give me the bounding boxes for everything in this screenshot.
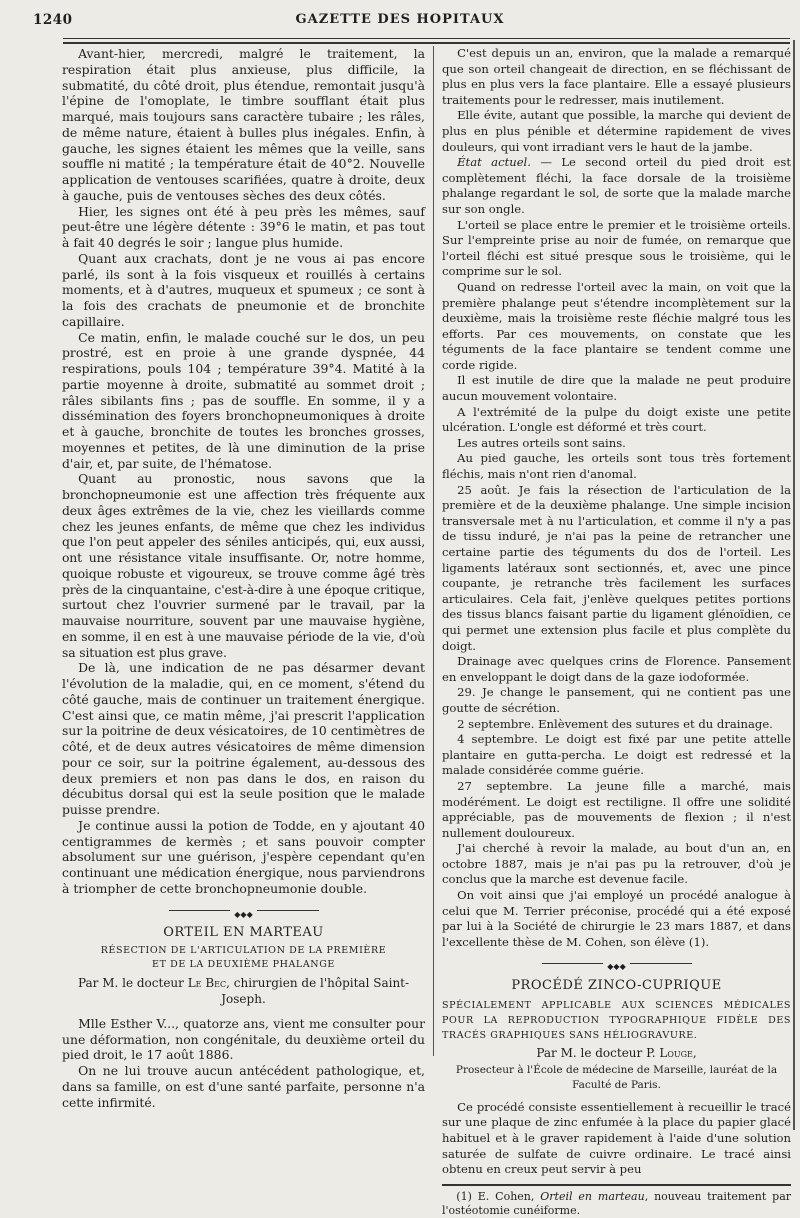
page-number: 1240 [33, 12, 73, 28]
footnote-rule [442, 1184, 791, 1186]
paragraph: État actuel. — Le second orteil du pied droit est complètement fléchi, la face dorsale de la troisième phalange regardant le sol, de sorte que la malade marche sur son ongle. [442, 155, 791, 216]
paragraph: C'est depuis un an, environ, que la malade a remarqué que son orteil changeait de direction, en se fléchissant de plus en plus vers la face plantaire. Elle a essayé plusieurs traitements pour le redresser, mais inutilement. [442, 46, 791, 107]
paragraph: Quant aux crachats, dont je ne vous ai pas encore parlé, ils sont à la fois visqueux et rouillés à certains moments, et à d'autres, muqueux et spumeux ; ce sont à la fois des crachats de pneumonie et de bronchite capillaire. [62, 250, 425, 329]
header-rule-thick [63, 42, 790, 44]
paragraph: Ce matin, enfin, le malade couché sur le dos, un peu prostré, est en proie à une grande dyspnée, 44 respirations, pouls 104 ; température 39°4. Matité à la partie moyenne à droite, submatité au sommet droit ; râles sibilants fins ; pas de souffle. En somme, il y a dissémination des foyers bronchopneumoniques à droite et à gauche, bronchite de toutes les bronches grosses, moyennes et petites, de là une diminution de la prise d'air, et, par suite, de l'hématose. [62, 329, 425, 471]
paragraph: 4 septembre. Le doigt est fixé par une petite attelle plantaire en gutta-percha. Le doigt est redressé et la malade considérée comme guérie. [442, 732, 791, 778]
section-title: PROCÉDÉ ZINCO-CUPRIQUE [511, 978, 722, 994]
section-separator: ◆◆◆ [62, 905, 425, 915]
section-separator: ◆◆◆ [442, 958, 791, 968]
header-rule [63, 38, 790, 39]
paragraph: Drainage avec quelques crins de Florence. Pansement en enveloppant le doigt dans de la gaze iodoformée. [442, 654, 791, 684]
paragraph: 25 août. Je fais la résection de l'articulation de la première et de la deuxième phalange. Une simple incision transversale met à nu l'articulation, et comme il n'y a pas de tissu induré, je n'ai pas la peine de retrancher une certaine partie des téguments du dos de l'orteil. Les ligaments latéraux sont sectionnés, et, avec une pince coupante, je retranche très facilement les surfaces articulaires. Cela fait, j'enlève quelques petites portions des tissus blancs faisant partie du ligament glénoïdien, ce qui permet une extension plus facile et plus complète du doigt. [442, 482, 791, 653]
page-edge-line [793, 40, 795, 1130]
left-column [62, 46, 425, 1110]
paragraph: Elle évite, autant que possible, la marche qui devient de plus en plus pénible et détermine rapidement de vives douleurs, qui vont irradiant vers le haut de la jambe. [442, 108, 791, 154]
column-divider [433, 46, 434, 1056]
author-affiliation: Prosecteur à l'École de médecine de Marseille, lauréat de la Faculté de Paris. [455, 1063, 778, 1092]
paragraph: Au pied gauche, les orteils sont tous très fortement fléchis, mais n'ont rien d'anomal. [442, 451, 791, 482]
journal-title: GAZETTE DES HOPITAUX [295, 12, 505, 27]
paragraph: A l'extrémité de la pulpe du doigt existe une petite ulcération. L'ongle est déformé et très court. [442, 404, 791, 435]
section-subtitle: ET DE LA DEUXIÈME PHALANGE [152, 959, 335, 971]
paragraph: Quant au pronostic, nous savons que la bronchopneumonie est une affection très fréquente aux deux âges extrêmes de la vie, chez les vieillards comme chez les jeunes enfants, de même que chez les individus que l'on peut appeler des séniles anticipés, qui, eux aussi, ont une résistance vitale insuffisante. Or, notre homme, quoique robuste et vigoureux, se trouve comme âgé très près de la cinquantaine, c'est-à-dire à une époque critique, surtout chez l'ouvrier surmené par le travail, par la mauvaise nourriture, souvent par une mauvaise hygiène, en somme, il en est à une mauvaise période de la vie, d'où sa situation est plus grave. [62, 471, 425, 660]
paragraph: Il est inutile de dire que la malade ne peut produire aucun mouvement volontaire. [442, 373, 791, 404]
paragraph: Les autres orteils sont sains. [457, 435, 626, 450]
paragraph: Avant-hier, mercredi, malgré le traitement, la respiration était plus anxieuse, plus difficile, la submatité, du côté droit, plus étendue, remontait jusqu'à l'épine de l'omoplate, le timbre soufflant était plus marqué, mais toujours sans caractère tubaire ; les râles, de même nature, étaient à bulles plus inégales. Enfin, à gauche, les signes étaient les mêmes que la veille, sans souffle ni matité ; la température était de 40°2. Nouvelle application de ventouses scarifiées, quatre à droite, deux à gauche, puis de ventouses sèches des deux côtés. [62, 46, 425, 203]
paragraph: J'ai cherché à revoir la malade, au bout d'un an, en octobre 1887, mais je n'ai pas pu la retrouver, d'où je conclus que la marche est devenue facile. [442, 841, 791, 887]
paragraph: 27 septembre. La jeune fille a marché, mais modérément. Le doigt est rectiligne. Il offre une solidité appréciable, pas de mouvements de flexion ; il n'est nullement douloureux. [442, 778, 791, 840]
paragraph: On voit ainsi que j'ai employé un procédé analogue à celui que M. Terrier préconise, procédé qui a été exposé par lui à la Société de chirurgie le 23 mars 1887, et dans l'excellente thèse de M. Cohen, son élève (1). [442, 888, 791, 949]
paragraph: On ne lui trouve aucun antécédent pathologique, et, dans sa famille, on est d'une santé parfaite, personne n'a cette infirmité. [62, 1063, 425, 1110]
section-subtitle: RÉSECTION DE L'ARTICULATION DE LA PREMIÈRE [100, 945, 387, 957]
section-author: Par M. le docteur P. Louge, [536, 1046, 697, 1061]
paragraph: Je continue aussi la potion de Todde, en y ajoutant 40 centigrammes de kermès ; et sans pouvoir compter absolument sur une guérison, j'espère cependant qu'en continuant une médication énergique, nous parviendrons à triompher de cette bronchopneumonie double. [62, 817, 425, 896]
footnote: (1) E. Cohen, Orteil en marteau, nouveau traitement par l'ostéotomie cunéiforme. [442, 1189, 792, 1217]
paragraph: Quand on redresse l'orteil avec la main, on voit que la première phalange peut s'étendre incomplètement sur la deuxième, mais la troisième reste fléchie malgré tous les efforts. Par ces mouvements, on constate que les téguments de la face plantaire se tendent comme une corde rigide. [442, 279, 791, 372]
paragraph: De là, une indication de ne pas désarmer devant l'évolution de la maladie, qui, en ce moment, s'étend du côté gauche, mais de continuer un traitement énergique. C'est ainsi que, ce matin même, j'ai prescrit l'application sur la poitrine de deux vésicatoires, de 10 centimètres de côté, et de deux autres vésicatoires de même dimension pour ce soir, sur la poitrine également, au-dessous des deux premiers et non pas dans le dos, en raison du décubitus dorsal qui est la seule position que le malade puisse prendre. [62, 660, 425, 817]
paragraph: Ce procédé consiste essentiellement à recueillir le tracé sur une plaque de zinc enfumée à la place du papier glacé habituel et à le graver rapidement à l'aide d'une solution saturée de sulfate de cuivre ordinaire. Le tracé ainsi obtenu en creux peut servir à peu [442, 1099, 791, 1177]
section-subtitle: SPÉCIALEMENT APPLICABLE AUX SCIENCES MÉDICALES POUR LA REPRODUCTION TYPOGRAPHIQUE FIDÈLE DES TRACÉS GRAPHIQUES SANS HÉLIOGRAVURE. [442, 1000, 791, 1042]
paragraph: Hier, les signes ont été à peu près les mêmes, sauf peut-être une légère détente : 39°6 le matin, et pas tout à fait 40 degrés le soir ; langue plus humide. [62, 203, 425, 250]
paragraph: 2 septembre. Enlèvement des sutures et du drainage. [457, 716, 773, 731]
right-column [442, 46, 791, 1218]
paragraph: L'orteil se place entre le premier et le troisième orteils. Sur l'empreinte prise au noir de fumée, on remarque que l'orteil fléchi est situé presque sous le troisième, qui le comprime sur le sol. [442, 217, 791, 279]
section-title: ORTEIL EN MARTEAU [163, 924, 324, 940]
section-author: Par M. le docteur Le Bec, chirurgien de l'hôpital Saint-Joseph. [77, 976, 410, 1006]
paragraph: Mlle Esther V..., quatorze ans, vient me consulter pour une déformation, non congénitale, du deuxième orteil du pied droit, le 17 août 1886. [62, 1015, 425, 1063]
paragraph: 29. Je change le pansement, qui ne contient pas une goutte de sécrétion. [442, 685, 791, 715]
